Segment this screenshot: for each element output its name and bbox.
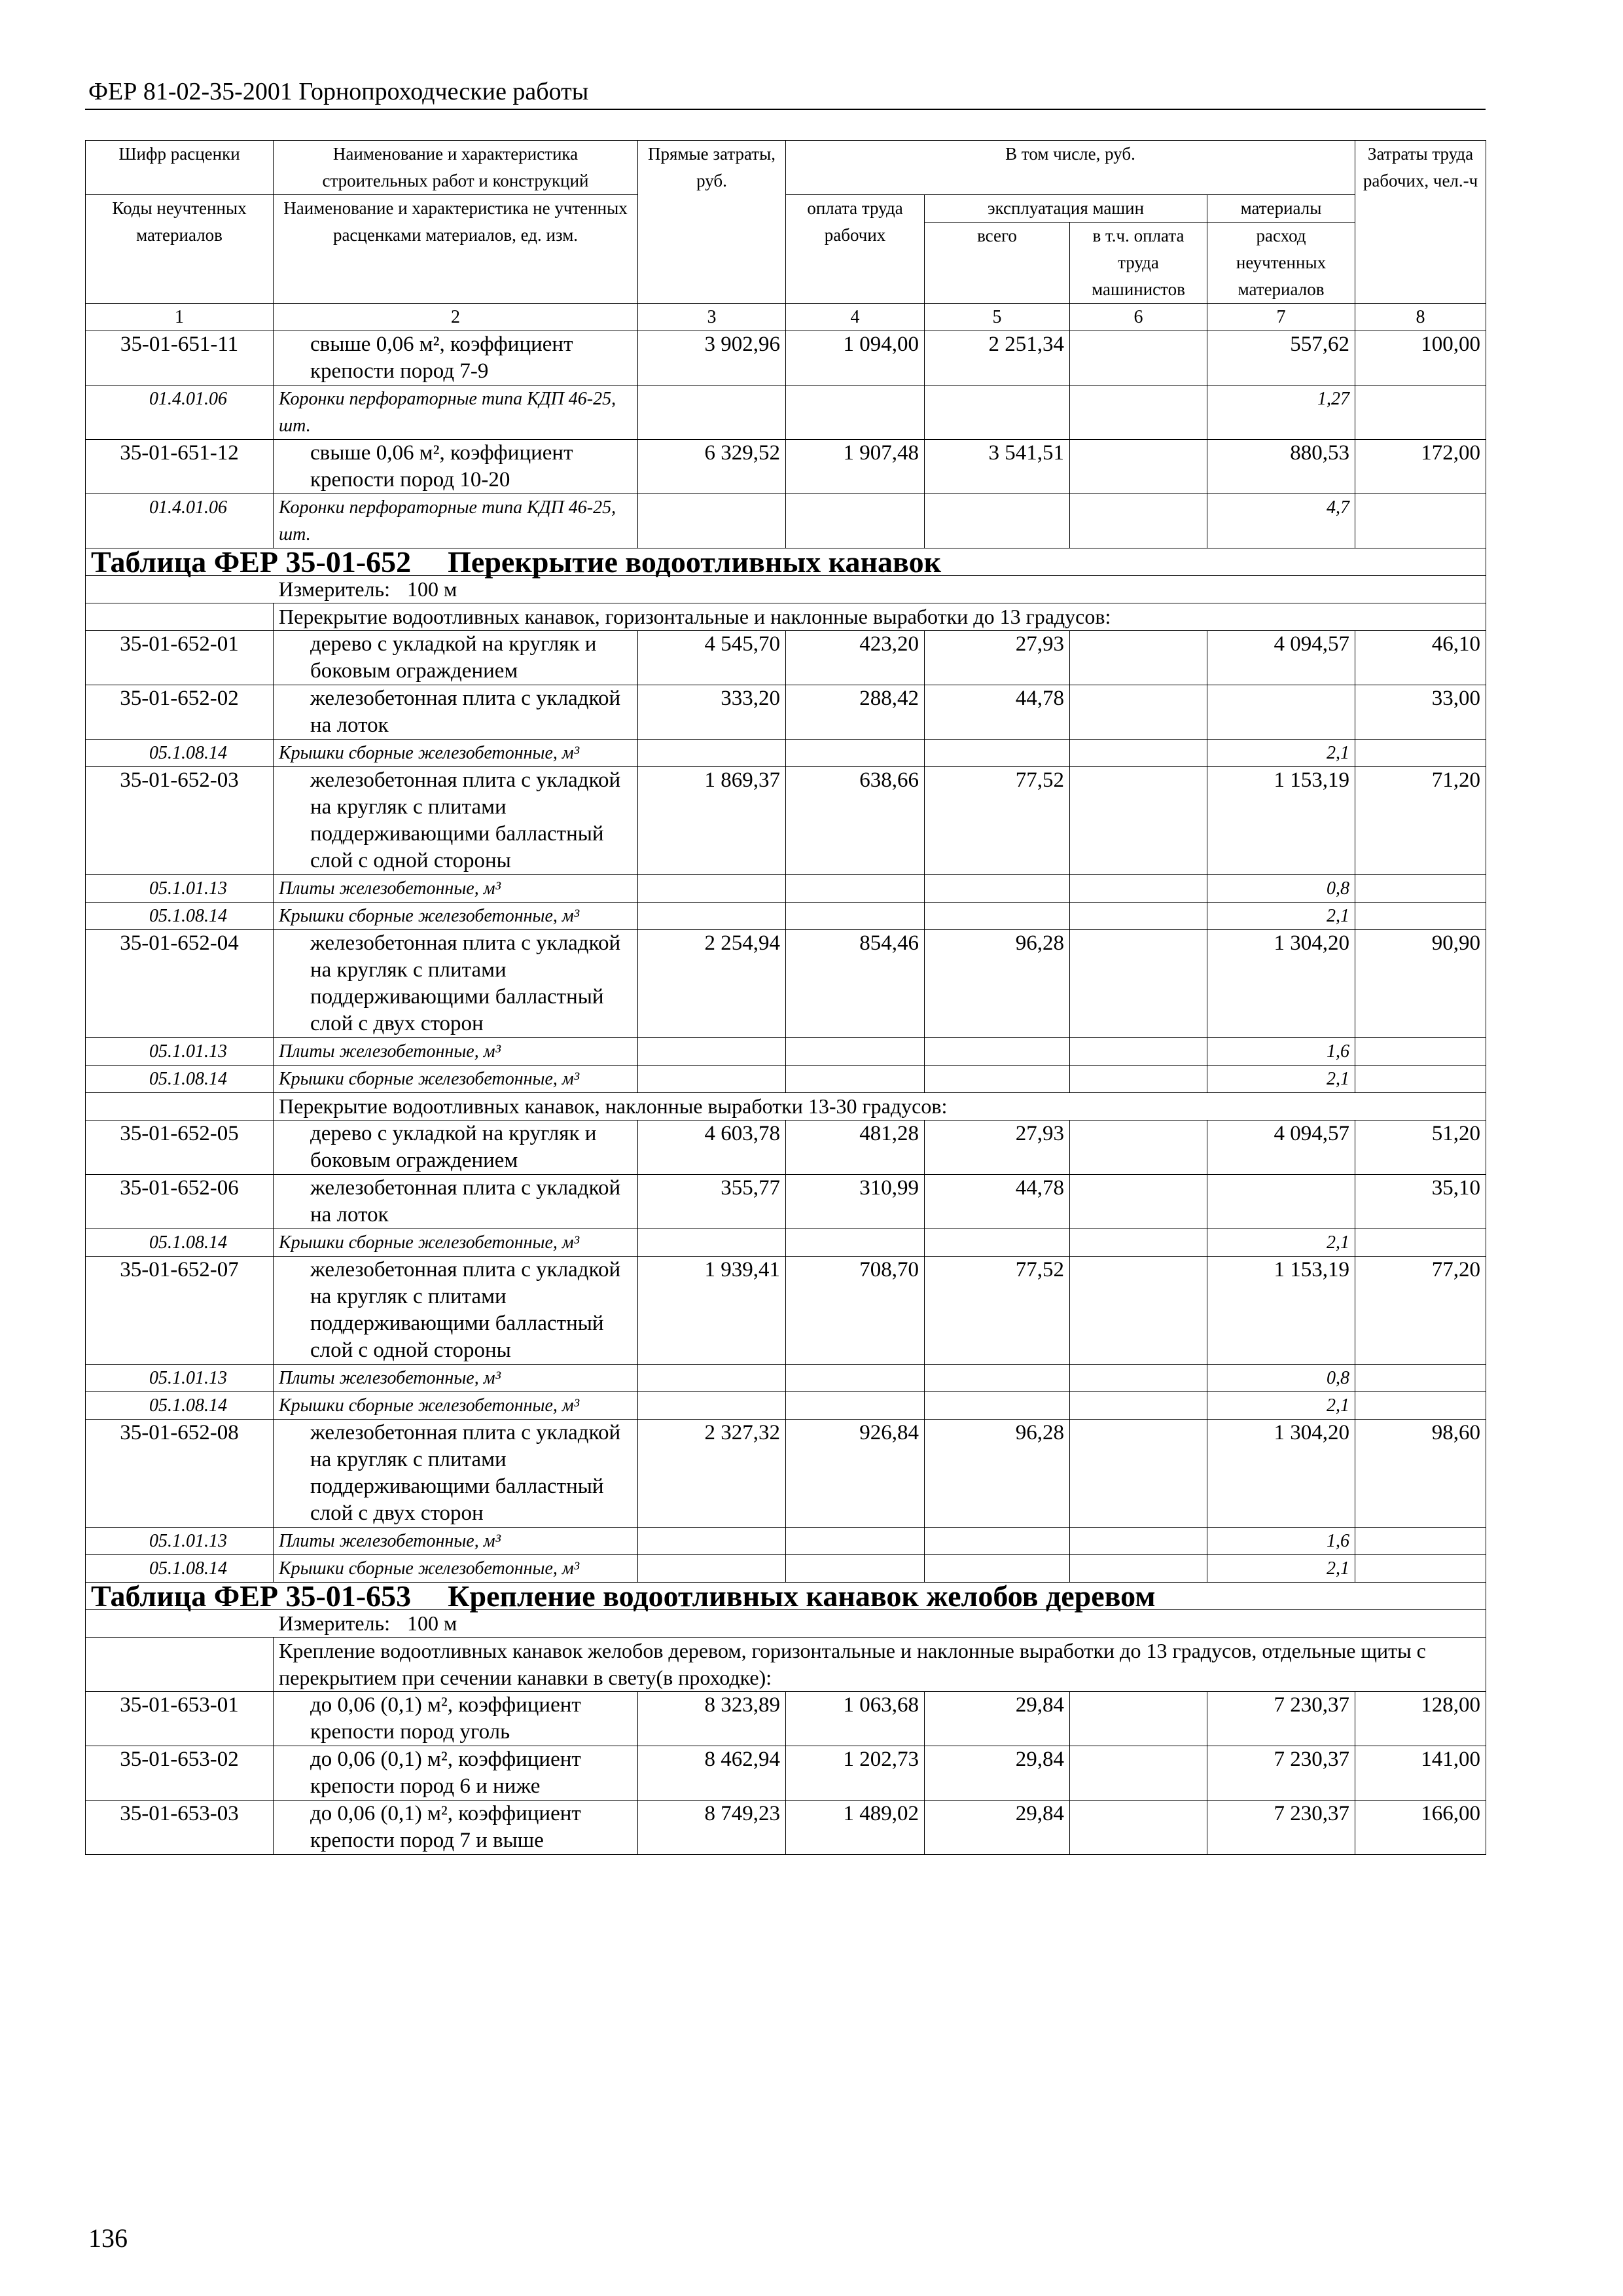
- material-empty-direct: [638, 1555, 786, 1583]
- material-empty-direct: [638, 1365, 786, 1392]
- rate-row: [86, 1692, 1486, 1746]
- material-row: [86, 1229, 1486, 1257]
- rate-labor-hours: 128,00: [1355, 1692, 1486, 1746]
- material-empty-machines-total: [925, 875, 1070, 903]
- measure-empty: [86, 576, 274, 603]
- rate-row: [86, 1746, 1486, 1801]
- rate-labor-hours: 33,00: [1355, 685, 1486, 740]
- rate-machines-pay: [1070, 1420, 1207, 1528]
- rate-direct-cost: 8 749,23: [638, 1801, 786, 1855]
- rate-materials: 1 153,19: [1207, 767, 1355, 875]
- rate-machines-pay: [1070, 331, 1207, 386]
- rate-name: железобетонная плита с укладкой на кругляк с плитами поддерживающими балластный слой с одной стороны: [274, 767, 638, 875]
- material-empty-machines-total: [925, 1528, 1070, 1555]
- material-row: [86, 1555, 1486, 1583]
- material-empty-machines-total: [925, 1365, 1070, 1392]
- measure-row: [86, 1610, 1486, 1638]
- rate-machines-total: 29,84: [925, 1746, 1070, 1801]
- material-empty-machines-pay: [1070, 1555, 1207, 1583]
- section-row: [86, 1093, 1486, 1121]
- col-number: 3: [638, 304, 786, 331]
- material-row: [86, 386, 1486, 440]
- material-empty-labor-pay: [786, 1229, 925, 1257]
- rate-materials: 557,62: [1207, 331, 1355, 386]
- material-empty-labor-pay: [786, 1066, 925, 1093]
- material-name: Крышки сборные железобетонные, м³: [274, 1229, 638, 1257]
- material-name: Крышки сборные железобетонные, м³: [274, 740, 638, 767]
- material-code: 05.1.01.13: [86, 1038, 274, 1066]
- col-number: 4: [786, 304, 925, 331]
- material-row: [86, 875, 1486, 903]
- material-name: Плиты железобетонные, м³: [274, 875, 638, 903]
- rate-labor-pay: 310,99: [786, 1175, 925, 1229]
- rate-code: 35-01-652-08: [86, 1420, 274, 1528]
- material-empty-labor: [1355, 386, 1486, 440]
- rate-row: [86, 1175, 1486, 1229]
- material-empty-direct: [638, 1229, 786, 1257]
- material-empty-machines-total: [925, 494, 1070, 548]
- material-empty-machines-total: [925, 386, 1070, 440]
- material-empty-machines-pay: [1070, 1528, 1207, 1555]
- rate-row: [86, 331, 1486, 386]
- material-code: 05.1.08.14: [86, 1555, 274, 1583]
- material-qty: 1,6: [1207, 1528, 1355, 1555]
- rate-labor-hours: 98,60: [1355, 1420, 1486, 1528]
- rate-row: [86, 767, 1486, 875]
- rate-labor-pay: 481,28: [786, 1121, 925, 1175]
- material-empty-machines-pay: [1070, 903, 1207, 930]
- rate-code: 35-01-653-03: [86, 1801, 274, 1855]
- rate-labor-hours: 100,00: [1355, 331, 1486, 386]
- rate-materials: 1 153,19: [1207, 1257, 1355, 1365]
- material-empty-direct: [638, 740, 786, 767]
- material-empty-machines-pay: [1070, 1365, 1207, 1392]
- rate-materials: 7 230,37: [1207, 1692, 1355, 1746]
- material-empty-labor: [1355, 1555, 1486, 1583]
- material-empty-machines-pay: [1070, 875, 1207, 903]
- material-qty: 4,7: [1207, 494, 1355, 548]
- rate-name: железобетонная плита с укладкой на лоток: [274, 685, 638, 740]
- rate-machines-pay: [1070, 685, 1207, 740]
- material-empty-machines-pay: [1070, 386, 1207, 440]
- material-empty-labor: [1355, 1038, 1486, 1066]
- rate-direct-cost: 6 329,52: [638, 440, 786, 494]
- col-machines-incl-header: в т.ч. оплата труда машинистов: [1070, 223, 1207, 304]
- material-qty: 1,6: [1207, 1038, 1355, 1066]
- rate-labor-pay: 1 202,73: [786, 1746, 925, 1801]
- table-title-text: Перекрытие водоотливных канавок: [448, 545, 942, 579]
- section-empty: [86, 1093, 274, 1121]
- material-empty-machines-total: [925, 1066, 1070, 1093]
- rate-machines-pay: [1070, 930, 1207, 1038]
- rate-direct-cost: 333,20: [638, 685, 786, 740]
- col-number: 6: [1070, 304, 1207, 331]
- rate-direct-cost: 1 939,41: [638, 1257, 786, 1365]
- measure-row: [86, 576, 1486, 603]
- material-qty: 0,8: [1207, 1365, 1355, 1392]
- table-title: [86, 1579, 1486, 1613]
- material-empty-labor-pay: [786, 1555, 925, 1583]
- col-materials-sub-header: расход неучтенных материалов: [1207, 223, 1355, 304]
- rate-code: 35-01-652-04: [86, 930, 274, 1038]
- rate-labor-hours: 141,00: [1355, 1746, 1486, 1801]
- material-name: Плиты железобетонные, м³: [274, 1365, 638, 1392]
- section-caption: Перекрытие водоотливных канавок, наклонные выработки 13-30 градусов:: [274, 1093, 1486, 1121]
- header-row: [86, 195, 1486, 223]
- page-header: ФЕР 81-02-35-2001 Горнопроходческие работы: [88, 78, 589, 105]
- measure-value: 100 м: [407, 577, 457, 601]
- rate-machines-pay: [1070, 767, 1207, 875]
- rate-name: дерево с укладкой на кругляк и боковым ограждением: [274, 631, 638, 685]
- rate-materials: 4 094,57: [1207, 631, 1355, 685]
- rate-name: дерево с укладкой на кругляк и боковым ограждением: [274, 1121, 638, 1175]
- rate-labor-pay: 288,42: [786, 685, 925, 740]
- material-empty-labor-pay: [786, 494, 925, 548]
- rate-name: свыше 0,06 м², коэффициент крепости пород 7-9: [274, 331, 638, 386]
- rate-labor-hours: 90,90: [1355, 930, 1486, 1038]
- rate-direct-cost: 355,77: [638, 1175, 786, 1229]
- col-number: 8: [1355, 304, 1486, 331]
- material-empty-direct: [638, 1038, 786, 1066]
- material-code: 05.1.08.14: [86, 1392, 274, 1420]
- rate-machines-total: 96,28: [925, 930, 1070, 1038]
- rate-materials: [1207, 1175, 1355, 1229]
- section-caption: Крепление водоотливных канавок желобов деревом, горизонтальные и наклонные выработки до 13 градусов, отдельные щиты с перекрытием при сечении канавки в свету(в проходке):: [274, 1638, 1486, 1692]
- rate-machines-total: 77,52: [925, 767, 1070, 875]
- material-code: 01.4.01.06: [86, 494, 274, 548]
- material-empty-machines-pay: [1070, 1392, 1207, 1420]
- rate-row: [86, 1121, 1486, 1175]
- rate-labor-pay: 1 063,68: [786, 1692, 925, 1746]
- header-row: [86, 141, 1486, 195]
- material-empty-labor-pay: [786, 1528, 925, 1555]
- material-qty: 2,1: [1207, 1229, 1355, 1257]
- col-incl-header: В том числе, руб.: [786, 141, 1355, 195]
- rate-direct-cost: 1 869,37: [638, 767, 786, 875]
- rate-labor-pay: 638,66: [786, 767, 925, 875]
- rate-row: [86, 1257, 1486, 1365]
- material-empty-machines-total: [925, 740, 1070, 767]
- rate-machines-pay: [1070, 1175, 1207, 1229]
- rate-machines-pay: [1070, 631, 1207, 685]
- material-row: [86, 1038, 1486, 1066]
- rate-labor-pay: 1 094,00: [786, 331, 925, 386]
- rate-materials: 4 094,57: [1207, 1121, 1355, 1175]
- page-number: 136: [88, 2223, 128, 2253]
- rate-labor-hours: 71,20: [1355, 767, 1486, 875]
- material-code: 05.1.08.14: [86, 1229, 274, 1257]
- rate-direct-cost: 2 327,32: [638, 1420, 786, 1528]
- material-empty-labor: [1355, 1392, 1486, 1420]
- rate-row: [86, 440, 1486, 494]
- material-name: Коронки перфораторные типа КДП 46-25, шт.: [274, 386, 638, 440]
- rate-materials: 1 304,20: [1207, 930, 1355, 1038]
- rate-direct-cost: 8 462,94: [638, 1746, 786, 1801]
- material-empty-machines-total: [925, 1229, 1070, 1257]
- rate-materials: 1 304,20: [1207, 1420, 1355, 1528]
- material-row: [86, 903, 1486, 930]
- measure-cell: [274, 1610, 1486, 1638]
- rate-code: 35-01-652-01: [86, 631, 274, 685]
- rate-machines-total: 3 541,51: [925, 440, 1070, 494]
- section-empty: [86, 1638, 274, 1692]
- header-rule: [85, 109, 1486, 110]
- rate-machines-total: 2 251,34: [925, 331, 1070, 386]
- rate-row: [86, 685, 1486, 740]
- material-empty-labor: [1355, 740, 1486, 767]
- rate-machines-pay: [1070, 1257, 1207, 1365]
- rate-labor-hours: 35,10: [1355, 1175, 1486, 1229]
- col-number: 7: [1207, 304, 1355, 331]
- material-name: Коронки перфораторные типа КДП 46-25, шт.: [274, 494, 638, 548]
- section-caption: Перекрытие водоотливных канавок, горизонтальные и наклонные выработки до 13 градусов:: [274, 603, 1486, 631]
- material-empty-direct: [638, 386, 786, 440]
- col-labor-header: Затраты труда рабочих, чел.-ч: [1355, 141, 1486, 304]
- material-empty-machines-pay: [1070, 494, 1207, 548]
- material-code: 05.1.01.13: [86, 1365, 274, 1392]
- col-name-sub-header: Наименование и характеристика не учтенных расценками материалов, ед. изм.: [274, 195, 638, 304]
- col-materials-header: материалы: [1207, 195, 1355, 223]
- measure-label: Измеритель:: [278, 1611, 391, 1635]
- material-empty-labor: [1355, 494, 1486, 548]
- rate-code: 35-01-652-05: [86, 1121, 274, 1175]
- rate-machines-total: 27,93: [925, 631, 1070, 685]
- rate-machines-total: 77,52: [925, 1257, 1070, 1365]
- material-name: Крышки сборные железобетонные, м³: [274, 903, 638, 930]
- material-empty-machines-total: [925, 1392, 1070, 1420]
- rate-direct-cost: 4 545,70: [638, 631, 786, 685]
- table-title-text: Крепление водоотливных канавок желобов деревом: [448, 1579, 1156, 1613]
- material-empty-labor-pay: [786, 1365, 925, 1392]
- material-empty-labor: [1355, 875, 1486, 903]
- material-empty-direct: [638, 903, 786, 930]
- material-name: Плиты железобетонные, м³: [274, 1038, 638, 1066]
- rate-machines-total: 29,84: [925, 1801, 1070, 1855]
- material-name: Крышки сборные железобетонные, м³: [274, 1392, 638, 1420]
- rate-machines-total: 29,84: [925, 1692, 1070, 1746]
- material-empty-labor-pay: [786, 875, 925, 903]
- rate-labor-pay: 423,20: [786, 631, 925, 685]
- material-empty-machines-pay: [1070, 1066, 1207, 1093]
- section-empty: [86, 603, 274, 631]
- material-empty-direct: [638, 1528, 786, 1555]
- measure-label: Измеритель:: [278, 577, 391, 601]
- material-name: Крышки сборные железобетонные, м³: [274, 1066, 638, 1093]
- material-qty: 2,1: [1207, 1555, 1355, 1583]
- rate-machines-pay: [1070, 1801, 1207, 1855]
- material-empty-direct: [638, 494, 786, 548]
- rate-code: 35-01-651-11: [86, 331, 274, 386]
- material-code: 05.1.01.13: [86, 1528, 274, 1555]
- rate-name: железобетонная плита с укладкой на кругляк с плитами поддерживающими балластный слой с одной стороны: [274, 1257, 638, 1365]
- material-empty-labor-pay: [786, 740, 925, 767]
- measure-value: 100 м: [407, 1611, 457, 1635]
- col-name-header: Наименование и характеристика строительных работ и конструкций: [274, 141, 638, 195]
- rate-machines-pay: [1070, 1121, 1207, 1175]
- rate-machines-pay: [1070, 1746, 1207, 1801]
- rate-name: до 0,06 (0,1) м², коэффициент крепости пород 7 и выше: [274, 1801, 638, 1855]
- rate-direct-cost: 2 254,94: [638, 930, 786, 1038]
- rate-direct-cost: 3 902,96: [638, 331, 786, 386]
- rate-row: [86, 1801, 1486, 1855]
- material-row: [86, 1066, 1486, 1093]
- rate-labor-pay: 708,70: [786, 1257, 925, 1365]
- material-row: [86, 1528, 1486, 1555]
- rate-code: 35-01-652-02: [86, 685, 274, 740]
- material-empty-labor-pay: [786, 386, 925, 440]
- col-direct-header: Прямые затраты, руб.: [638, 141, 786, 304]
- table-title-row: [86, 548, 1486, 576]
- rate-labor-pay: 1 907,48: [786, 440, 925, 494]
- material-empty-labor-pay: [786, 903, 925, 930]
- section-row: [86, 1638, 1486, 1692]
- rate-direct-cost: 4 603,78: [638, 1121, 786, 1175]
- material-empty-direct: [638, 1066, 786, 1093]
- rate-code: 35-01-653-02: [86, 1746, 274, 1801]
- material-code: 05.1.08.14: [86, 740, 274, 767]
- material-qty: 2,1: [1207, 740, 1355, 767]
- material-empty-machines-pay: [1070, 740, 1207, 767]
- rate-labor-pay: 854,46: [786, 930, 925, 1038]
- col-code-sub-header: Коды неучтенных материалов: [86, 195, 274, 304]
- table-title-number: Таблица ФЕР 35-01-652: [91, 545, 412, 579]
- material-empty-machines-total: [925, 903, 1070, 930]
- col-number: 1: [86, 304, 274, 331]
- rate-machines-total: 27,93: [925, 1121, 1070, 1175]
- material-empty-machines-total: [925, 1555, 1070, 1583]
- rate-name: свыше 0,06 м², коэффициент крепости пород 10-20: [274, 440, 638, 494]
- rate-machines-total: 44,78: [925, 1175, 1070, 1229]
- rate-row: [86, 631, 1486, 685]
- material-empty-labor: [1355, 1365, 1486, 1392]
- rate-materials: 7 230,37: [1207, 1746, 1355, 1801]
- measure-cell: [274, 576, 1486, 603]
- rate-labor-hours: 172,00: [1355, 440, 1486, 494]
- column-numbers-row: [86, 304, 1486, 331]
- material-qty: 2,1: [1207, 903, 1355, 930]
- col-number: 5: [925, 304, 1070, 331]
- rate-name: железобетонная плита с укладкой на кругляк с плитами поддерживающими балластный слой с двух сторон: [274, 930, 638, 1038]
- rate-row: [86, 930, 1486, 1038]
- rate-name: до 0,06 (0,1) м², коэффициент крепости пород 6 и ниже: [274, 1746, 638, 1801]
- rate-name: до 0,06 (0,1) м², коэффициент крепости пород уголь: [274, 1692, 638, 1746]
- rate-code: 35-01-652-03: [86, 767, 274, 875]
- material-empty-direct: [638, 875, 786, 903]
- material-row: [86, 740, 1486, 767]
- material-empty-direct: [638, 1392, 786, 1420]
- rate-name: железобетонная плита с укладкой на лоток: [274, 1175, 638, 1229]
- material-row: [86, 1392, 1486, 1420]
- material-qty: 1,27: [1207, 386, 1355, 440]
- table-title-number: Таблица ФЕР 35-01-653: [91, 1579, 412, 1613]
- material-code: 05.1.08.14: [86, 903, 274, 930]
- material-empty-labor: [1355, 903, 1486, 930]
- rate-code: 35-01-653-01: [86, 1692, 274, 1746]
- material-empty-machines-pay: [1070, 1229, 1207, 1257]
- rate-machines-total: 96,28: [925, 1420, 1070, 1528]
- rate-machines-pay: [1070, 440, 1207, 494]
- material-row: [86, 494, 1486, 548]
- rate-code: 35-01-652-06: [86, 1175, 274, 1229]
- table-title: [86, 545, 1486, 579]
- material-code: 01.4.01.06: [86, 386, 274, 440]
- col-labor-pay-header: оплата труда рабочих: [786, 195, 925, 304]
- col-number: 2: [274, 304, 638, 331]
- material-name: Крышки сборные железобетонные, м³: [274, 1555, 638, 1583]
- material-empty-labor: [1355, 1229, 1486, 1257]
- rate-labor-pay: 926,84: [786, 1420, 925, 1528]
- rate-labor-pay: 1 489,02: [786, 1801, 925, 1855]
- rate-code: 35-01-651-12: [86, 440, 274, 494]
- material-qty: 0,8: [1207, 875, 1355, 903]
- material-empty-labor-pay: [786, 1392, 925, 1420]
- material-qty: 2,1: [1207, 1066, 1355, 1093]
- rate-materials: 7 230,37: [1207, 1801, 1355, 1855]
- material-code: 05.1.08.14: [86, 1066, 274, 1093]
- rates-table: [85, 140, 1486, 1855]
- material-row: [86, 1365, 1486, 1392]
- material-code: 05.1.01.13: [86, 875, 274, 903]
- rate-machines-total: 44,78: [925, 685, 1070, 740]
- measure-empty: [86, 1610, 274, 1638]
- rate-direct-cost: 8 323,89: [638, 1692, 786, 1746]
- material-qty: 2,1: [1207, 1392, 1355, 1420]
- table-title-row: [86, 1583, 1486, 1610]
- rate-name: железобетонная плита с укладкой на кругляк с плитами поддерживающими балластный слой с двух сторон: [274, 1420, 638, 1528]
- material-empty-labor: [1355, 1528, 1486, 1555]
- rate-materials: [1207, 685, 1355, 740]
- rate-machines-pay: [1070, 1692, 1207, 1746]
- material-empty-machines-pay: [1070, 1038, 1207, 1066]
- section-row: [86, 603, 1486, 631]
- rate-labor-hours: 77,20: [1355, 1257, 1486, 1365]
- rate-labor-hours: 51,20: [1355, 1121, 1486, 1175]
- material-empty-machines-total: [925, 1038, 1070, 1066]
- col-code-header: Шифр расценки: [86, 141, 274, 195]
- col-machines-header: эксплуатация машин: [925, 195, 1207, 223]
- col-machines-total-header: всего: [925, 223, 1070, 304]
- rate-row: [86, 1420, 1486, 1528]
- rate-materials: 880,53: [1207, 440, 1355, 494]
- material-name: Плиты железобетонные, м³: [274, 1528, 638, 1555]
- rate-labor-hours: 46,10: [1355, 631, 1486, 685]
- material-empty-labor: [1355, 1066, 1486, 1093]
- rate-labor-hours: 166,00: [1355, 1801, 1486, 1855]
- rate-code: 35-01-652-07: [86, 1257, 274, 1365]
- material-empty-labor-pay: [786, 1038, 925, 1066]
